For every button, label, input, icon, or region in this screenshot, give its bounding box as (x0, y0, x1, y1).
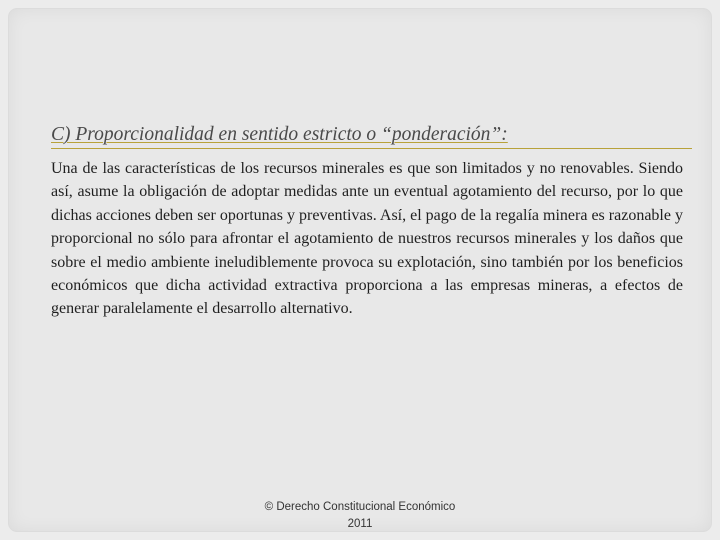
footer-copyright: © Derecho Constitucional Económico (264, 501, 456, 513)
slide-title (51, 123, 691, 147)
footer-year: 2011 (347, 518, 373, 530)
slide-footer (240, 499, 480, 533)
slide-body-paragraph: Una de las características de los recursos minerales es que son limitados y no renovables. Siendo así, asume la obligación de adoptar medidas ante un eventual agotamiento del recurso, por lo que dichas acciones deben ser oportunas y preventivas. Así, el pago de la regalía minera es razonable y proporcional no sólo para afrontar el agotamiento de nuestros recursos minerales y los daños que sobre el medio ambiente ineludiblemente provoca su explotación, sino también por los beneficios económicos que dicha actividad extractiva proporciona a las empresas mineras, a efectos de generar paralelamente el desarrollo alternativo. (51, 160, 683, 318)
title-underline-rule (51, 148, 692, 149)
slide-title-text: C) Proporcionalidad en sentido estricto o “ponderación”: (51, 124, 508, 145)
